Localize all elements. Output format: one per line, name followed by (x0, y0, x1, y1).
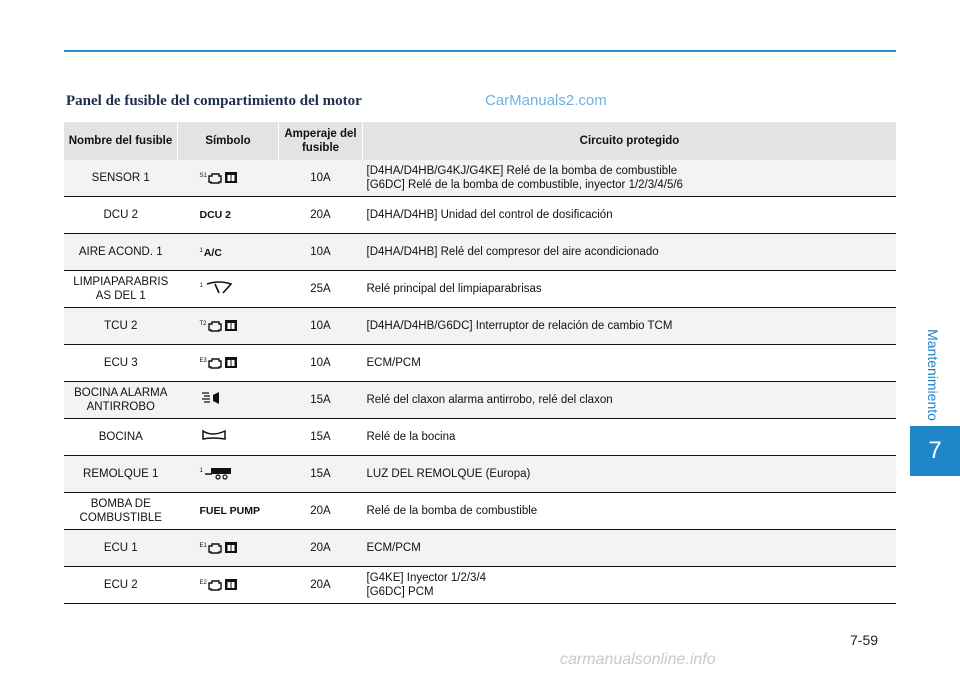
trailer-icon (204, 466, 234, 484)
fuse-name: DCU 2 (64, 197, 178, 234)
fuse-name: LIMPIAPARABRIS AS DEL 1 (64, 271, 178, 308)
fuse-name: AIRE ACOND. 1 (64, 234, 178, 271)
table-row (64, 271, 896, 308)
chapter-tab: 7 (910, 426, 960, 476)
fuse-amperage: 20A (279, 493, 363, 530)
fuse-amperage: 10A (279, 234, 363, 271)
symbol-text: DCU 2 (199, 209, 232, 221)
symbol-superscript: E3 (199, 357, 207, 364)
symbol-superscript: 1 (199, 468, 203, 474)
alarm-horn-icon (200, 391, 226, 409)
fuse-amperage: 15A (279, 382, 363, 419)
fuse-name: BOMBA DE COMBUSTIBLE (64, 493, 178, 530)
fuse-amperage: 10A (279, 345, 363, 382)
watermark-bottom: carmanualsonline.info (560, 651, 716, 668)
fuse-symbol (178, 530, 279, 567)
table-row (64, 345, 896, 382)
fuse-name: ECU 1 (64, 530, 178, 567)
fuse-circuit: [D4HA/D4HB/G4KJ/G4KE] Relé de la bomba de combustible [G6DC] Relé de la bomba de combustible, inyector 1/2/3/4/5/6 (363, 160, 897, 197)
section-label-text: Mantenimiento (925, 329, 941, 421)
page-title: Panel de fusible del compartimiento del motor (66, 93, 362, 109)
fuse-circuit: Relé de la bocina (363, 419, 897, 456)
fuse-circuit: [G4KE] Inyector 1/2/3/4 [G6DC] PCM (363, 567, 897, 604)
section-label (918, 320, 948, 430)
column-header-name: Nombre del fusible (64, 122, 178, 160)
column-header-circuit: Circuito protegido (363, 122, 897, 160)
horn-icon (200, 428, 230, 446)
fuse-table (64, 122, 896, 604)
table-row (64, 197, 896, 234)
fuse-amperage: 20A (279, 567, 363, 604)
fuse-amperage: 15A (279, 419, 363, 456)
fuse-symbol (178, 308, 279, 345)
table-row (64, 493, 896, 530)
fuse-circuit: [D4HA/D4HB] Unidad del control de dosificación (363, 197, 897, 234)
table-row (64, 382, 896, 419)
fuse-amperage: 10A (279, 308, 363, 345)
table-row (64, 308, 896, 345)
fuse-amperage: 25A (279, 271, 363, 308)
fuse-circuit: ECM/PCM (363, 530, 897, 567)
engine-module-icon (208, 319, 238, 336)
symbol-superscript: 1 (199, 283, 203, 289)
table-row (64, 530, 896, 567)
fuse-symbol (178, 456, 279, 493)
fuse-symbol (178, 197, 279, 234)
top-rule (64, 50, 896, 52)
table-row (64, 456, 896, 493)
fuse-name: TCU 2 (64, 308, 178, 345)
fuse-symbol (178, 160, 279, 197)
fuse-symbol (178, 271, 279, 308)
engine-module-icon (208, 356, 238, 373)
symbol-superscript: S1 (199, 172, 207, 179)
table-row (64, 567, 896, 604)
fuse-circuit: ECM/PCM (363, 345, 897, 382)
fuse-name: ECU 3 (64, 345, 178, 382)
engine-module-icon (208, 541, 238, 558)
table-row (64, 234, 896, 271)
fuse-symbol (178, 345, 279, 382)
fuse-name: BOCINA ALARMA ANTIRROBO (64, 382, 178, 419)
engine-module-icon (208, 578, 238, 595)
fuse-circuit: Relé de la bomba de combustible (363, 493, 897, 530)
fuse-circuit: Relé del claxon alarma antirrobo, relé del claxon (363, 382, 897, 419)
fuse-amperage: 15A (279, 456, 363, 493)
fuse-name: SENSOR 1 (64, 160, 178, 197)
symbol-text: A/C (203, 247, 222, 259)
fuse-amperage: 10A (279, 160, 363, 197)
fuse-circuit: [D4HA/D4HB] Relé del compresor del aire acondicionado (363, 234, 897, 271)
fuse-symbol (178, 419, 279, 456)
watermark-top: CarManuals2.com (485, 92, 607, 109)
fuse-circuit: LUZ DEL REMOLQUE (Europa) (363, 456, 897, 493)
table-header-row (64, 122, 896, 160)
column-header-amperage: Amperaje del fusible (279, 122, 363, 160)
fuse-amperage: 20A (279, 197, 363, 234)
fuse-symbol (178, 234, 279, 271)
table-row (64, 160, 896, 197)
fuse-symbol (178, 382, 279, 419)
symbol-text: FUEL PUMP (199, 505, 260, 517)
symbol-superscript: T2 (199, 320, 207, 327)
table-row (64, 419, 896, 456)
symbol-superscript: 1 (199, 248, 203, 254)
fuse-circuit: [D4HA/D4HB/G6DC] Interruptor de relación de cambio TCM (363, 308, 897, 345)
symbol-superscript: E1 (199, 542, 207, 549)
page-number: 7-59 (850, 632, 879, 648)
wiper-icon (204, 281, 234, 299)
fuse-symbol (178, 567, 279, 604)
fuse-name: BOCINA (64, 419, 178, 456)
fuse-circuit: Relé principal del limpiaparabrisas (363, 271, 897, 308)
fuse-amperage: 20A (279, 530, 363, 567)
fuse-name: REMOLQUE 1 (64, 456, 178, 493)
engine-module-icon (208, 171, 238, 188)
fuse-symbol (178, 493, 279, 530)
fuse-name: ECU 2 (64, 567, 178, 604)
column-header-symbol: Símbolo (178, 122, 279, 160)
symbol-superscript: E2 (199, 579, 207, 586)
